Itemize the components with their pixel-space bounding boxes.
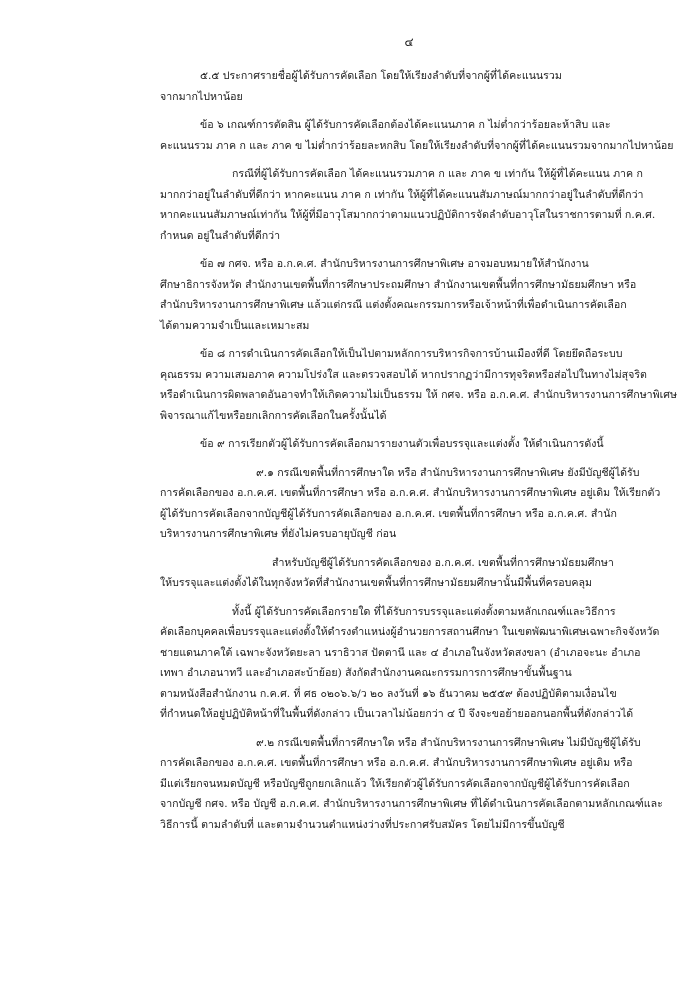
text-line: ข้อ ๖ เกณฑ์การตัดสิน ผู้ได้รับการคัดเลือกต้องได้คะแนนภาค ก ไม่ต่ำกว่าร้อยละห้าสิบ และ bbox=[200, 119, 611, 131]
paragraph bbox=[160, 463, 661, 545]
text-line: จากบัญชี กศจ. หรือ บัญชี อ.ก.ค.ศ. สำนักบริหารงานการศึกษาพิเศษ ที่ได้ดำเนินการคัดเลือกตามหลักเกณฑ์และ bbox=[160, 798, 663, 810]
text-line: คุณธรรม ความเสมอภาค ความโปร่งใส และตรวจสอบได้ หากปรากฏว่ามีการทุจริตหรือส่อไปในทางไม่สุจริต bbox=[160, 368, 647, 381]
text-line: คัดเลือกบุคคลเพื่อบรรจุและแต่งตั้งให้ดำรงตำแหน่งผู้อำนวยการสถานศึกษา ในเขตพัฒนาพิเศษเฉพาะกิจจังหวัด bbox=[160, 626, 660, 638]
paragraph bbox=[160, 254, 638, 336]
text-line: คะแนนรวม ภาค ก และ ภาค ข ไม่ต่ำกว่าร้อยละหกสิบ โดยให้เรียงลำดับที่จากผู้ที่ได้คะแนนรวมจากมากไปหาน้อย bbox=[160, 139, 674, 152]
text-line: ได้ตามความจำเป็นและเหมาะสม bbox=[160, 319, 310, 332]
text-line: ข้อ ๙ การเรียกตัวผู้ได้รับการคัดเลือกมารายงานตัวเพื่อบรรจุและแต่งตั้ง ให้ดำเนินการดังนี้ bbox=[200, 438, 604, 450]
text-line: กรณีที่ผู้ได้รับการคัดเลือก ได้คะแนนรวมภาค ก และ ภาค ข เท่ากัน ให้ผู้ที่ได้คะแนน ภาค ก bbox=[232, 168, 643, 180]
document-body bbox=[160, 66, 677, 835]
paragraph bbox=[160, 115, 674, 156]
text-line: ให้บรรจุและแต่งตั้งได้ในทุกจังหวัดที่สำนักงานเขตพื้นที่การศึกษามัธยมศึกษานั้นมีพื้นที่ครอบคลุม bbox=[160, 577, 592, 589]
paragraph bbox=[160, 434, 638, 455]
text-line: การคัดเลือกของ อ.ก.ค.ศ. เขตพื้นที่การศึกษา หรือ อ.ก.ค.ศ. สำนักบริหารงานการศึกษาพิเศษ อยู่เดิม หรือ bbox=[160, 757, 633, 769]
text-line: เทพา อำเภอนาทวี และอำเภอสะบ้าย้อย) สังกัดสำนักงานคณะกรรมการการศึกษาขั้นพื้นฐาน bbox=[160, 667, 572, 679]
paragraph bbox=[160, 553, 638, 594]
text-line: ผู้ได้รับการคัดเลือกจากบัญชีผู้ได้รับการคัดเลือกของ อ.ก.ค.ศ. เขตพื้นที่การศึกษา หรือ อ.ก.ค.ศ. สำนัก bbox=[160, 507, 617, 520]
text-line: พิจารณาแก้ไขหรือยกเลิกการคัดเลือกในครั้งนั้นได้ bbox=[160, 409, 387, 422]
text-line: สำหรับบัญชีผู้ได้รับการคัดเลือกของ อ.ก.ค.ศ. เขตพื้นที่การศึกษามัธยมศึกษา bbox=[272, 556, 614, 569]
text-line: ๕.๕ ประกาศรายชื่อผู้ได้รับการคัดเลือก โดยให้เรียงลำดับที่จากผู้ที่ได้คะแนนรวม bbox=[200, 70, 562, 82]
paragraph bbox=[160, 66, 638, 107]
page-number: ๔ bbox=[404, 35, 414, 49]
text-line: การคัดเลือกของ อ.ก.ค.ศ. เขตพื้นที่การศึกษา หรือ อ.ก.ค.ศ. สำนักบริหารงานการศึกษาพิเศษ อยู่เดิม ให้เรียกตัว bbox=[160, 487, 661, 499]
paragraph bbox=[160, 344, 677, 426]
text-line: ทั้งนี้ ผู้ได้รับการคัดเลือกรายใด ที่ได้รับการบรรจุและแต่งตั้งตามหลักเกณฑ์และวิธีการ bbox=[232, 605, 616, 618]
text-line: ข้อ ๗ กศจ. หรือ อ.ก.ค.ศ. สำนักบริหารงานการศึกษาพิเศษ อาจมอบหมายให้สำนักงาน bbox=[200, 258, 589, 270]
text-line: หรือดำเนินการผิดพลาดอันอาจทำให้เกิดความไม่เป็นธรรม ให้ กศจ. หรือ อ.ก.ค.ศ. สำนักบริหารงานการศึกษาพิเศษ bbox=[160, 389, 677, 401]
text-line: ข้อ ๘ การดำเนินการคัดเลือกให้เป็นไปตามหลักการบริหารกิจการบ้านเมืองที่ดี โดยยึดถือระบบ bbox=[200, 348, 623, 360]
text-line: มากกว่าอยู่ในลำดับที่ดีกว่า หากคะแนน ภาค ก เท่ากัน ให้ผู้ที่ได้คะแนนสัมภาษณ์มากกว่าอยู่ในลำดับที่ดีกว่า bbox=[160, 188, 644, 201]
text-line: ๙.๒ กรณีเขตพื้นที่การศึกษาใด หรือ สำนักบริหารงานการศึกษาพิเศษ ไม่มีบัญชีผู้ได้รับ bbox=[256, 736, 641, 749]
paragraph bbox=[160, 164, 656, 246]
text-line: ตามหนังสือสำนักงาน ก.ค.ศ. ที่ ศธ ๐๒๐๖.๖/ว ๒๐ ลงวันที่ ๑๖ ธันวาคม ๒๕๕๙ ต้องปฏิบัติตามเงื่อนไข bbox=[160, 687, 617, 700]
text-line: ๙.๑ กรณีเขตพื้นที่การศึกษาใด หรือ สำนักบริหารงานการศึกษาพิเศษ ยังมีบัญชีผู้ได้รับ bbox=[256, 466, 640, 479]
text-line: หากคะแนนสัมภาษณ์เท่ากัน ให้ผู้ที่มีอาวุโสมากกว่าตามแนวปฏิบัติการจัดลำดับอาวุโสในราชการตามที่ ก.ค.ศ. bbox=[160, 209, 656, 221]
text-line: บริหารงานการศึกษาพิเศษ ที่ยังไม่ครบอายุบัญชี ก่อน bbox=[160, 528, 397, 540]
text-line: สำนักบริหารงานการศึกษาพิเศษ แล้วแต่กรณี แต่งตั้งคณะกรรมการหรือเจ้าหน้าที่เพื่อดำเนินการคัดเลือก bbox=[160, 299, 627, 311]
text-line: ที่กำหนดให้อยู่ปฏิบัติหน้าที่ในพื้นที่ดังกล่าว เป็นเวลาไม่น้อยกว่า ๔ ปี จึงจะขอย้ายออกนอกพื้นที่ดังกล่าวได้ bbox=[160, 708, 634, 720]
text-line: มีแต่เรียกจนหมดบัญชี หรือบัญชีถูกยกเลิกแล้ว ให้เรียกตัวผู้ได้รับการคัดเลือกจากบัญชีผู้ได้รับการคัดเลือก bbox=[160, 777, 630, 790]
paragraph bbox=[160, 602, 660, 725]
text-line: วิธีการนี้ ตามลำดับที่ และตามจำนวนตำแหน่งว่างที่ประกาศรับสมัคร โดยไม่มีการขึ้นบัญชี bbox=[160, 818, 565, 831]
text-line: จากมากไปหาน้อย bbox=[160, 90, 243, 103]
text-line: ศึกษาธิการจังหวัด สำนักงานเขตพื้นที่การศึกษาประถมศึกษา สำนักงานเขตพื้นที่การศึกษามัธยมศึกษา หรือ bbox=[160, 278, 637, 291]
text-line: กำหนด อยู่ในลำดับที่ดีกว่า bbox=[160, 229, 281, 242]
text-line: ชายแดนภาคใต้ เฉพาะจังหวัดยะลา นราธิวาส ปัตตานี และ ๔ อำเภอในจังหวัดสงขลา (อำเภอจะนะ อำเภอ bbox=[160, 646, 641, 659]
paragraph bbox=[160, 733, 663, 836]
